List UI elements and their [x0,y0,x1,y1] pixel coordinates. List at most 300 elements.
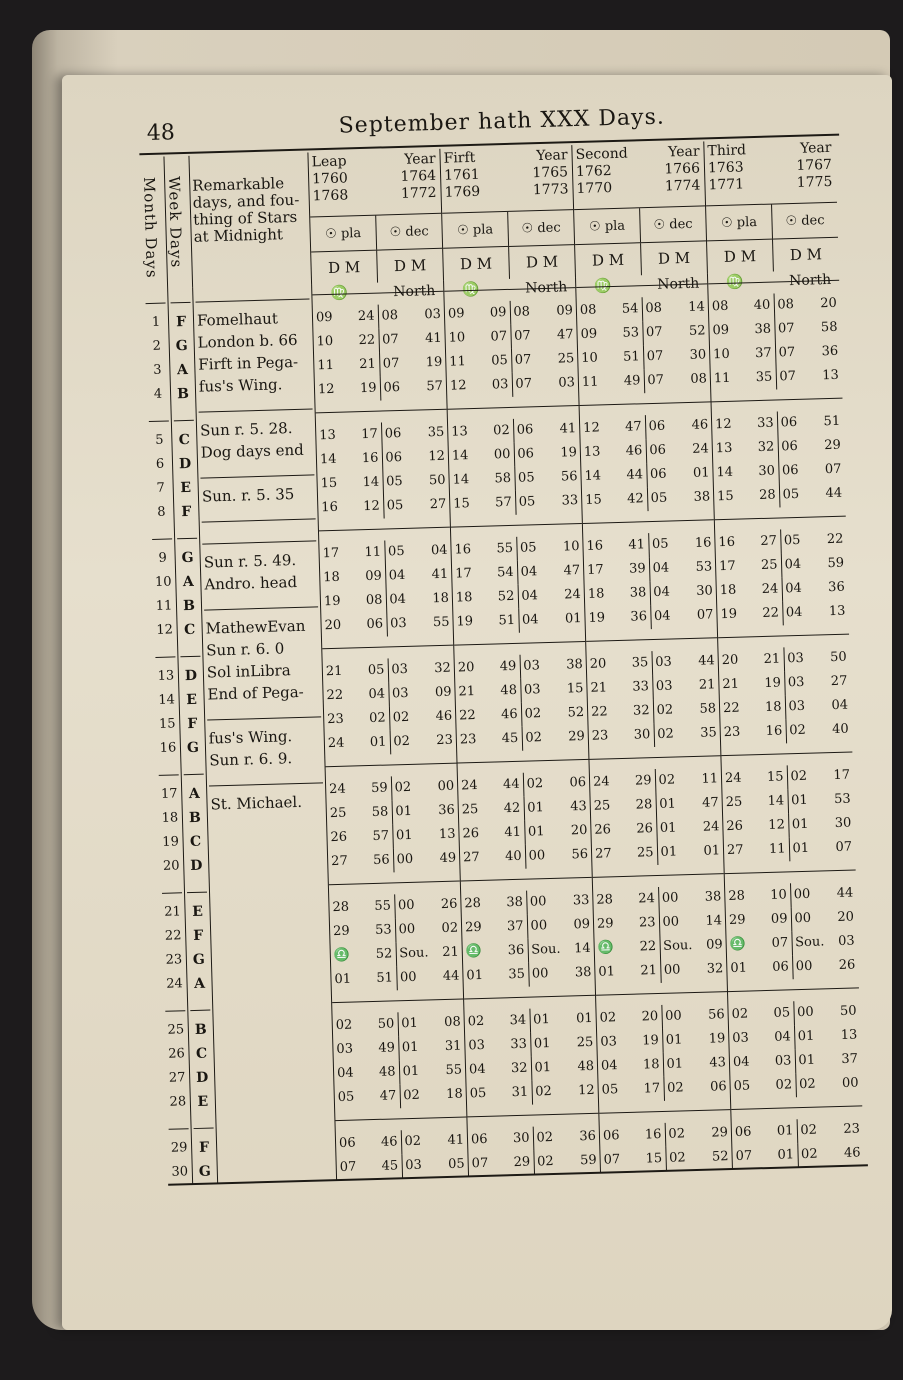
sun-declination [785,694,851,720]
sign-glyph: ♍ [462,281,480,299]
remarkable-separator [198,460,317,485]
declination-minutes: 50 [428,472,446,489]
month-day: 10 [154,574,172,590]
place-degrees: 16 [718,534,736,551]
place-minutes: 00 [493,446,511,463]
remarkable-separator [196,394,315,419]
declination-degrees: 02 [392,709,410,726]
month-day: 3 [153,362,162,378]
ephemeris-row [583,531,715,559]
sun-place [713,459,779,485]
declination-degrees: 02 [800,1146,818,1163]
group-separator [599,1099,731,1125]
place-minutes: 21 [763,651,781,667]
ephemeris-row [723,811,855,839]
place-minutes: 22 [762,605,780,621]
ephemeris-row [730,1071,862,1099]
declination-minutes: 35 [427,424,445,441]
sun-declination [513,417,579,443]
declination-minutes: 36 [438,802,456,819]
sun-declination [657,839,723,865]
sun-place [331,966,397,992]
declination-degrees: 01 [666,1056,684,1072]
sun-declination [664,1075,730,1101]
remarkable-entry: MathewEvan [205,616,306,638]
sun-declination [649,531,715,557]
sun-place [588,699,654,725]
declination-degrees: 06 [649,466,667,483]
declination-minutes: 08 [690,371,708,387]
place-degrees: ♎ [729,936,747,953]
declination-minutes: 26 [838,957,856,973]
place-minutes: 39 [628,561,646,577]
ephemeris-row [598,1075,730,1103]
place-degrees: 22 [326,687,344,704]
declination-minutes: 51 [823,413,841,430]
place-minutes: 45 [381,1158,399,1174]
place-minutes: 30 [512,1130,530,1147]
place-minutes: 37 [754,345,772,362]
ephemeris-row [717,600,849,628]
sun-declination [383,493,449,519]
remarkable-line: Remarkable [192,174,285,195]
place-degrees: 28 [464,895,482,912]
declination-degrees: 03 [391,685,409,702]
place-degrees: 11 [449,354,467,370]
declination-degrees: 01 [401,1015,419,1032]
sun-place [730,1073,796,1099]
place-minutes: 09 [365,568,382,585]
week-day-letter: F [198,1139,210,1156]
ephemeris-row [465,1031,597,1059]
ephemeris-row [577,295,709,323]
ephemeris-row [725,881,857,909]
sun-place [713,435,779,461]
group-separator [464,985,596,1011]
ephemeris-row [732,1117,864,1145]
week-day-letter: F [187,715,198,733]
place-minutes: 31 [511,1084,529,1101]
page-number: 48 [146,120,176,146]
declination-degrees: 01 [533,1036,551,1052]
sun-place [585,581,651,607]
sun-place [329,894,395,920]
declination-minutes: 22 [826,531,844,548]
year-left-2: 1770 [576,180,613,198]
declination-degrees: 05 [519,540,537,556]
declination-degrees: 04 [520,564,538,580]
dm-label-b: D M [508,245,575,279]
sun-place [327,800,393,826]
ephemeris-row [726,929,858,957]
sun-place [716,577,782,603]
sun-declination [395,917,461,943]
declination-minutes: 19 [560,445,578,461]
month-day: 22 [164,928,182,944]
remarkable-line: days, and fou- [192,190,300,212]
place-degrees: 09 [712,322,730,339]
ephemeris-row [460,843,592,871]
declination-degrees: 00 [664,1008,682,1024]
place-degrees: 07 [603,1152,621,1168]
ephemeris-row [331,941,463,969]
sun-place [455,679,521,705]
degree-minute-header [575,240,707,277]
sun-declination [785,670,851,696]
declination-degrees: 02 [526,776,544,792]
declination-minutes: 43 [709,1055,727,1071]
declination-minutes: 41 [424,330,442,347]
declination-degrees: 00 [795,958,813,975]
sun-place [586,651,652,677]
year-group-header [704,138,839,274]
declination-degrees: 01 [792,840,810,857]
ephemeris-row [463,961,595,989]
ephemeris-row [722,788,854,816]
sun-place [316,423,382,449]
sun-declination [775,316,841,342]
page-title: September hath XXX Days. [338,104,666,139]
ephemeris-row [327,823,459,851]
place-minutes: 09 [770,911,788,927]
sun-declination [787,764,853,790]
ephemeris-row [728,999,860,1027]
place-degrees: 12 [449,378,467,394]
month-days-label: Month Days [140,176,161,279]
sun-place [462,915,528,941]
week-day-letter: E [180,479,192,497]
year-right-0: Year [404,150,436,168]
declination-degrees: Sou. [531,941,561,958]
sun-declination [395,893,461,919]
group-separator [457,749,589,775]
declination-degrees: 04 [653,584,671,601]
sun-declination [533,1125,599,1151]
sun-declination [797,1117,863,1143]
sun-declination [529,961,595,987]
year-right-2: 1772 [400,184,437,202]
place-minutes: 53 [622,325,640,341]
sun-declination [531,1031,597,1057]
declination-minutes: 38 [693,489,711,505]
day-separator [166,1114,191,1137]
place-degrees: 14 [452,472,470,488]
sun-declination [525,843,591,869]
sun-place [590,793,656,819]
place-degrees: 28 [596,892,614,908]
place-degrees: 02 [467,1013,485,1030]
sun-place [332,1012,398,1038]
place-degrees: 17 [322,545,340,562]
ephemeris-row [329,893,461,921]
ephemeris-row [446,347,578,375]
day-separator [163,996,188,1019]
place-degrees: 20 [721,652,739,669]
north-label: North [525,279,568,297]
ephemeris-row [586,649,718,677]
dm-label-b: D M [640,241,707,275]
sun-declination [385,539,451,565]
ephemeris-row [313,327,445,355]
month-day: 11 [155,598,173,614]
planet-declination-header [706,202,838,241]
declination-degrees: 00 [794,910,812,927]
sun-declination [520,653,586,679]
place-minutes: 49 [623,373,641,389]
ephemeris-row [709,292,841,320]
declination-minutes: 56 [571,846,589,863]
place-degrees: 15 [716,488,734,505]
group-separator [583,509,715,535]
sun-place [596,1005,662,1031]
ephemeris-row [585,579,717,607]
place-degrees: 17 [586,562,604,578]
place-minutes: 29 [513,1154,531,1171]
declination-degrees: 04 [653,608,671,625]
declination-minutes: 09 [556,303,574,319]
sun-place-label: ☉ pla [588,218,626,235]
week-day-letter: G [192,951,206,969]
place-degrees: 27 [726,842,744,859]
ephemeris-row [332,1010,464,1038]
place-degrees: 10 [712,346,730,363]
declination-minutes: 25 [576,1034,594,1051]
place-minutes: 22 [358,332,376,349]
sun-declination [645,413,711,439]
week-separator [191,1113,216,1136]
declination-degrees: 02 [668,1150,686,1166]
group-separator [332,988,464,1014]
sun-place [582,487,648,513]
declination-minutes: 09 [705,937,723,953]
group-separator [592,863,724,889]
sun-place [728,1001,794,1027]
year-left-1: 1763 [707,159,744,177]
declination-degrees: 07 [515,376,533,392]
ephemeris-row [325,729,457,757]
year-right-1: 1764 [400,167,437,185]
place-degrees: ♎ [333,947,351,964]
ephemeris-row [317,445,449,473]
ephemeris-row [318,493,450,521]
declination-minutes: 36 [821,343,839,360]
place-minutes: 18 [642,1057,660,1073]
sun-place [588,723,654,749]
sun-place [333,1036,399,1062]
sun-place [732,1143,798,1169]
place-degrees: 06 [602,1128,620,1144]
sun-declination-label: ☉ dec [771,203,838,239]
week-day-letter: A [188,785,200,803]
declination-minutes: 13 [840,1027,858,1043]
place-degrees: 07 [339,1159,357,1175]
sun-declination [521,701,587,727]
week-separator [188,995,213,1018]
place-degrees: 05 [733,1078,751,1094]
declination-degrees: 05 [650,490,668,507]
declination-minutes: 01 [703,843,721,859]
week-day-letter: F [181,503,192,521]
ephemeris-row [597,1027,729,1055]
place-minutes: 40 [753,297,771,314]
sun-declination [521,677,587,703]
ephemeris-row [449,465,581,493]
declination-minutes: 44 [442,968,460,985]
group-separator [447,395,579,421]
remarkable-separator [205,702,324,727]
place-degrees: 04 [732,1054,750,1070]
ephemeris-row [592,839,724,867]
sun-place [325,730,391,756]
group-separator [451,513,583,539]
place-minutes: 55 [374,898,392,914]
group-separator [312,281,444,307]
month-day: 17 [160,786,178,802]
sun-declination [796,1071,862,1097]
sun-declination [400,1082,466,1108]
place-degrees: 14 [716,464,734,481]
sun-declination [665,1121,731,1147]
place-degrees: 04 [336,1065,354,1082]
sun-declination [527,913,593,939]
ephemeris-row [462,937,594,965]
declination-degrees: 05 [783,532,801,549]
sun-declination [782,576,848,602]
declination-degrees: 02 [525,730,543,746]
declination-degrees: 02 [403,1087,421,1104]
ephemeris-row [455,653,587,681]
declination-minutes: 44 [825,485,843,502]
month-day: 21 [164,904,182,920]
place-degrees: 29 [728,912,746,929]
declination-minutes: 20 [820,295,838,312]
declination-degrees: 08 [513,304,531,320]
declination-minutes: 30 [696,583,714,599]
place-minutes: 19 [359,380,377,397]
group-separator [329,871,461,897]
ephemeris-row [333,1034,465,1062]
place-degrees: 25 [329,805,347,822]
week-day-letter: A [182,573,195,591]
ephemeris-row [580,413,712,441]
place-minutes: 25 [636,845,654,861]
place-minutes: 15 [645,1150,663,1167]
sun-place [313,329,379,355]
month-day: 23 [165,952,183,968]
sun-declination [385,563,451,589]
place-minutes: 49 [378,1040,396,1056]
declination-degrees: 01 [527,824,545,840]
declination-minutes: 30 [689,347,707,363]
ephemeris-row [319,539,451,567]
sun-declination [786,718,852,744]
sun-place [726,907,792,933]
declination-degrees: 06 [781,438,799,455]
sun-declination [647,461,713,487]
declination-degrees: 02 [536,1154,554,1170]
dm-label-b: D M [772,238,839,272]
declination-minutes: 00 [841,1075,859,1091]
sun-place [710,342,776,368]
sun-place [315,377,381,403]
sun-place [321,612,387,638]
ephemeris-row [453,607,585,635]
ephemeris-row [445,299,577,327]
ephemeris-row [578,343,710,371]
week-day-letter: D [195,1069,209,1086]
sun-declination [393,847,459,873]
sun-place [580,415,646,441]
declination-minutes: 46 [435,708,453,725]
place-minutes: 48 [500,682,518,699]
place-degrees: 03 [732,1030,750,1046]
sun-declination [654,721,720,747]
ephemeris-row [596,1003,728,1031]
ephemeris-row [466,1055,598,1083]
declination-degrees: 01 [395,827,413,844]
ephemeris-row [448,417,580,445]
place-degrees: 21 [325,663,343,680]
place-degrees: ♎ [597,940,615,956]
ephemeris-row [588,697,720,725]
place-minutes: 10 [770,887,788,903]
sun-place [722,765,788,791]
year-left-0: Firft [443,149,476,167]
place-degrees: 07 [735,1148,753,1164]
ephemeris-row [600,1121,732,1149]
declination-degrees: 02 [790,768,808,785]
declination-degrees: 05 [386,497,404,514]
declination-minutes: 50 [839,1003,857,1019]
year-right-0: Year [536,147,568,165]
declination-degrees: 06 [517,446,535,462]
sun-declination [666,1145,732,1171]
sun-place [314,353,380,379]
declination-minutes: 03 [424,306,442,323]
place-minutes: 54 [496,564,514,581]
declination-degrees: 00 [663,962,681,978]
ephemeris-row [323,681,455,709]
sun-declination [378,303,444,329]
place-degrees: 11 [713,370,731,387]
ephemeris-row [710,340,842,368]
declination-minutes: 07 [696,607,714,623]
ephemeris-row [315,375,447,403]
place-minutes: 44 [502,776,520,793]
sun-declination [653,697,719,723]
place-minutes: 04 [368,686,386,703]
sun-declination [652,649,718,675]
month-day: 2 [152,338,162,354]
declination-degrees: 02 [656,702,674,718]
ephemeris-row [330,917,462,945]
sun-place [331,942,397,968]
place-minutes: 24 [357,308,375,325]
month-day: 6 [155,456,165,472]
place-minutes: 02 [775,1077,793,1093]
place-minutes: 38 [629,585,647,601]
ephemeris-row [331,965,463,993]
place-degrees: 19 [588,610,606,626]
ephemeris-row [452,559,584,587]
place-minutes: 04 [774,1029,791,1045]
declination-degrees: 06 [649,442,667,459]
place-degrees: 17 [718,558,736,575]
declination-degrees: 00 [793,886,811,903]
sun-declination [512,371,578,397]
place-minutes: 20 [641,1009,659,1025]
sun-place [468,1127,534,1153]
